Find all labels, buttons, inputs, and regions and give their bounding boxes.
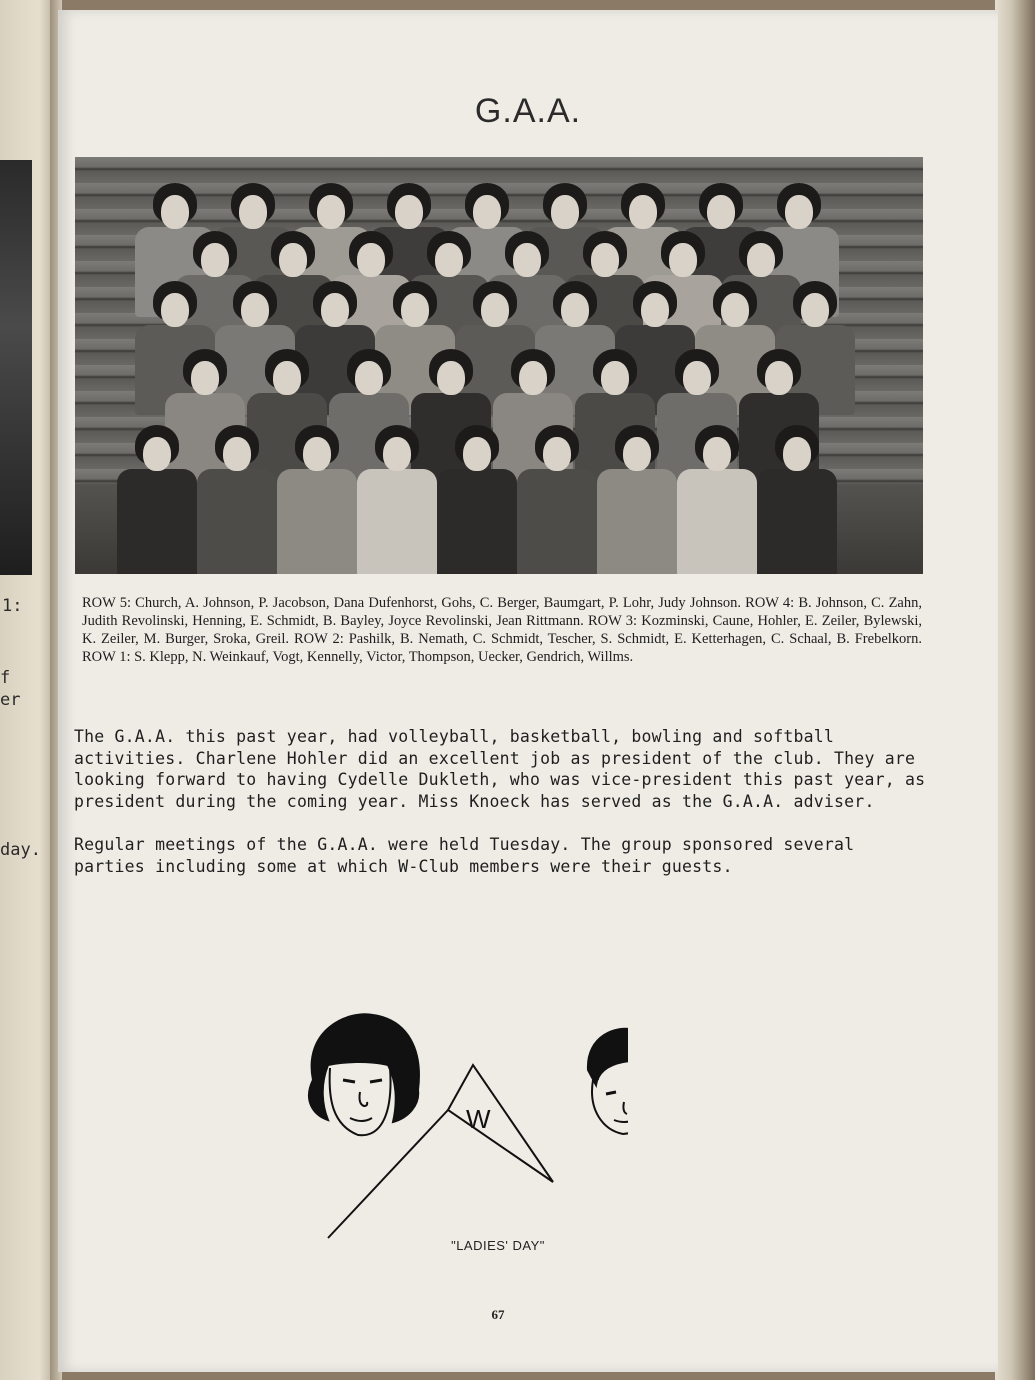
person-body <box>517 469 597 574</box>
person-face <box>669 243 697 277</box>
person-face <box>395 195 423 229</box>
left-page-fragment: day. <box>0 840 41 860</box>
person-face <box>629 195 657 229</box>
person-face <box>239 195 267 229</box>
person-face <box>463 437 491 471</box>
person-face <box>191 361 219 395</box>
person-face <box>641 293 669 327</box>
person-body <box>677 469 757 574</box>
person-face <box>279 243 307 277</box>
girl-face-right-icon <box>588 1029 628 1134</box>
left-page-fragment: er <box>0 690 21 710</box>
ladies-day-drawing <box>288 1010 628 1240</box>
person-face <box>591 243 619 277</box>
person-face <box>683 361 711 395</box>
person-face <box>437 361 465 395</box>
person-face <box>519 361 547 395</box>
person-face <box>543 437 571 471</box>
person-body <box>117 469 197 574</box>
person-face <box>801 293 829 327</box>
person-face <box>721 293 749 327</box>
person-face <box>401 293 429 327</box>
person-face <box>703 437 731 471</box>
person-body <box>277 469 357 574</box>
page-title: G.A.A. <box>474 92 582 130</box>
person-face <box>785 195 813 229</box>
person-face <box>551 195 579 229</box>
drawing-caption: "LADIES' DAY" <box>451 1238 545 1253</box>
person-face <box>435 243 463 277</box>
person-face <box>241 293 269 327</box>
person-face <box>223 437 251 471</box>
page-stack-edge <box>995 0 1035 1380</box>
left-page-fragment: 1: <box>2 596 23 616</box>
person-face <box>601 361 629 395</box>
paragraph-meetings: Regular meetings of the G.A.A. were held Tuesday. The group sponsored several parties including some at which W-Club members were their guests. <box>74 835 855 876</box>
person-face <box>623 437 651 471</box>
person-face <box>383 437 411 471</box>
person-face <box>161 195 189 229</box>
person-body <box>597 469 677 574</box>
person-face <box>317 195 345 229</box>
person-body <box>437 469 517 574</box>
yearbook-page <box>58 10 998 1372</box>
person-face <box>273 361 301 395</box>
person-face <box>143 437 171 471</box>
pennant-icon <box>328 1065 553 1238</box>
person-face <box>303 437 331 471</box>
person-face <box>201 243 229 277</box>
left-page-photo <box>0 160 32 575</box>
pennant-letter: W <box>466 1104 491 1134</box>
paragraph-activities: The G.A.A. this past year, had volleyball, basketball, bowling and softball activities. Charlene Hohler did an excellent job as president of the club. They are looking forward to having Cydelle Dukleth, who was vice-president this past year, as president during the coming year. Miss Knoeck has served as the G.A.A. adviser. <box>74 727 926 811</box>
person-body <box>357 469 437 574</box>
left-page-fragment: f <box>0 668 11 688</box>
person-face <box>561 293 589 327</box>
person-body <box>757 469 837 574</box>
person-face <box>355 361 383 395</box>
person-face <box>481 293 509 327</box>
person-body <box>197 469 277 574</box>
photo-caption: ROW 5: Church, A. Johnson, P. Jacobson, Dana Dufenhorst, Gohs, C. Berger, Baumgart, P. Lohr, Judy Johnson. ROW 4: B. Johnson, C. Zahn, Judith Revolinski, Henning, E. Schmidt, B. Bayley, Joyce Revolinski, Jean Rittmann. ROW 3: Kozminski, Caune, Hohler, E. Zeiler, Bylewski, K. Zeiler, M. Burger, Sroka, Greil. ROW 2: Pashilk, B. Nemath, C. Schmidt, Tescher, S. Schmidt, E. Ketterhagen, C. Schaal, B. Frebelkorn. ROW 1: S. Klepp, N. Weinkauf, Vogt, Kennelly, Victor, Thompson, Uecker, Gendrich, Willms. <box>82 595 922 665</box>
group-photo <box>75 157 923 574</box>
girl-face-left-icon <box>309 1014 419 1135</box>
person-face <box>783 437 811 471</box>
person-face <box>707 195 735 229</box>
left-page <box>0 0 56 1380</box>
person-face <box>161 293 189 327</box>
page-number: 67 <box>491 1307 505 1322</box>
person-face <box>513 243 541 277</box>
person-face <box>765 361 793 395</box>
person-face <box>747 243 775 277</box>
person-face <box>321 293 349 327</box>
person-face <box>473 195 501 229</box>
person-face <box>357 243 385 277</box>
